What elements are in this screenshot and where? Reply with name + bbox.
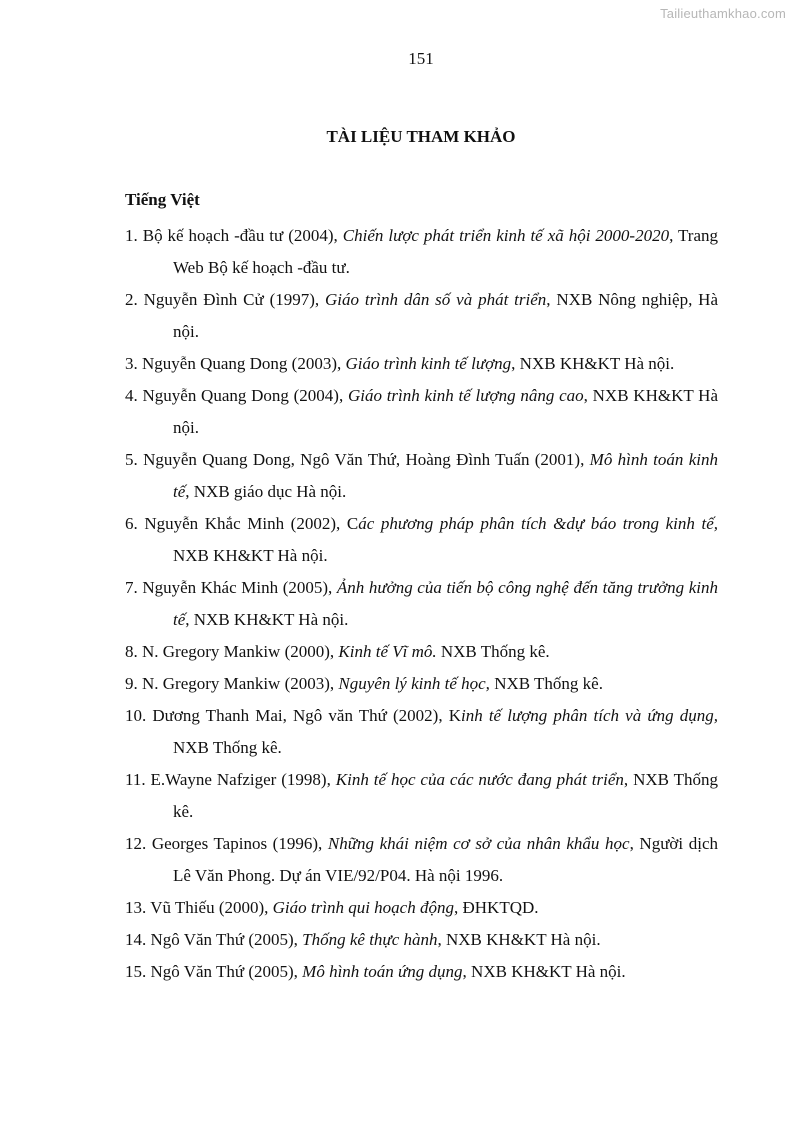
reference-item: 14. Ngô Văn Thứ (2005), Thống kê thực hành, NXB KH&KT Hà nội. bbox=[125, 930, 601, 949]
reference-item: 6. Nguyễn Khắc Minh (2002), Các phương pháp phân tích &dự báo trong kinh tế, NXB KH&KT Hà nội. bbox=[125, 514, 718, 565]
reference-item: 13. Vũ Thiếu (2000), Giáo trình qui hoạch động, ĐHKTQD. bbox=[125, 898, 539, 917]
reference-list bbox=[125, 220, 718, 988]
reference-item: 9. N. Gregory Mankiw (2003), Nguyên lý kinh tế học, NXB Thống kê. bbox=[125, 674, 603, 693]
reference-item: 15. Ngô Văn Thứ (2005), Mô hình toán ứng dụng, NXB KH&KT Hà nội. bbox=[125, 962, 626, 981]
reference-item: 8. N. Gregory Mankiw (2000), Kinh tế Vĩ mô. NXB Thống kê. bbox=[125, 642, 550, 661]
reference-item: 10. Dương Thanh Mai, Ngô văn Thứ (2002), Kinh tế lượng phân tích và ứng dụng, NXB Thống kê. bbox=[125, 706, 718, 757]
section-heading: Tiếng Việt bbox=[125, 190, 200, 209]
reference-item: 7. Nguyễn Khác Minh (2005), Ảnh hưởng của tiến bộ công nghệ đến tăng trưởng kinh tế, NXB KH&KT Hà nội. bbox=[125, 578, 718, 629]
page-number: 151 bbox=[408, 49, 434, 68]
reference-item: 3. Nguyễn Quang Dong (2003), Giáo trình kinh tế lượng, NXB KH&KT Hà nội. bbox=[125, 354, 675, 373]
reference-item: 12. Georges Tapinos (1996), Những khái niệm cơ sở của nhân khẩu học, Người dịch Lê Văn Phong. Dự án VIE/92/P04. Hà nội 1996. bbox=[125, 834, 718, 885]
page-title: TÀI LIỆU THAM KHẢO bbox=[326, 127, 516, 146]
reference-item: 11. E.Wayne Nafziger (1998), Kinh tế học của các nước đang phát triển, NXB Thống kê. bbox=[125, 770, 718, 821]
reference-item: 5. Nguyễn Quang Dong, Ngô Văn Thứ, Hoàng Đình Tuấn (2001), Mô hình toán kinh tế, NXB giáo dục Hà nội. bbox=[125, 450, 718, 501]
reference-item: 1. Bộ kế hoạch -đầu tư (2004), Chiến lược phát triển kinh tế xã hội 2000-2020, Trang Web Bộ kế hoạch -đầu tư. bbox=[125, 226, 718, 277]
watermark: Tailieuthamkhao.com bbox=[660, 6, 786, 21]
reference-item: 4. Nguyễn Quang Dong (2004), Giáo trình kinh tế lượng nâng cao, NXB KH&KT Hà nội. bbox=[125, 386, 718, 437]
reference-item: 2. Nguyễn Đình Cử (1997), Giáo trình dân số và phát triển, NXB Nông nghiệp, Hà nội. bbox=[125, 290, 718, 341]
